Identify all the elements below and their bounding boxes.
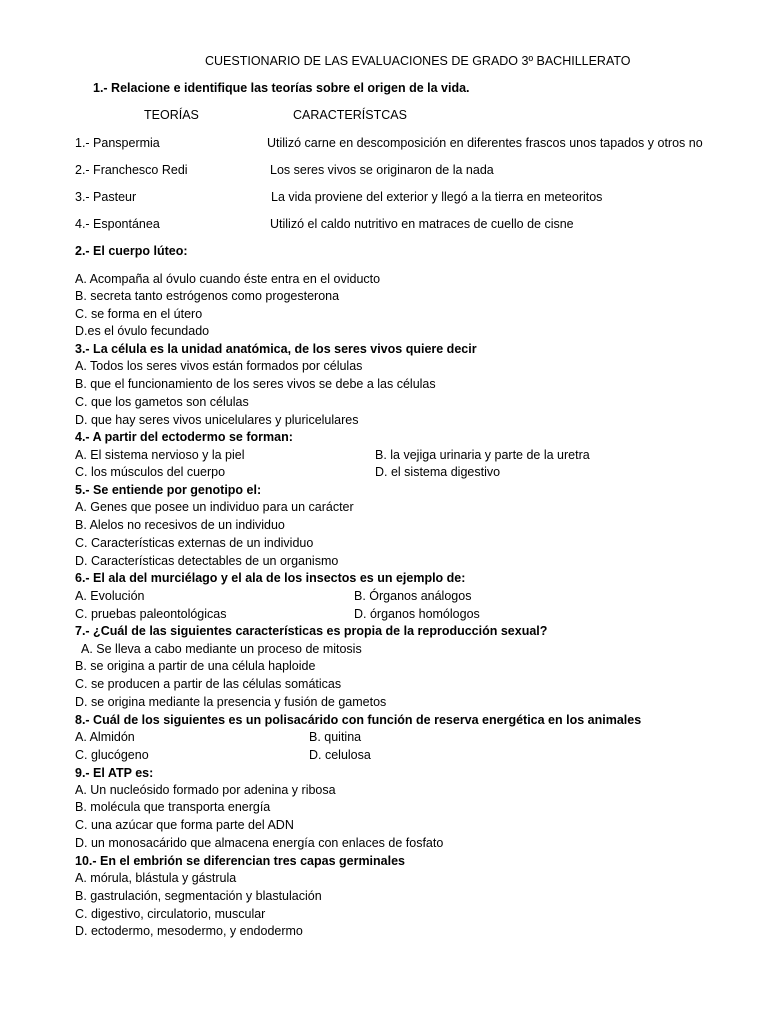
answer-option: B. que el funcionamiento de los seres vivos se debe a las células	[75, 377, 436, 391]
answer-option: D. ectodermo, mesodermo, y endodermo	[75, 924, 303, 938]
question-7-prompt: 7.- ¿Cuál de las siguientes características es propia de la reproducción sexual?	[75, 624, 548, 638]
question-1-prompt: 1.- Relacione e identifique las teorías sobre el origen de la vida.	[93, 81, 470, 95]
theories-column-header: TEORÍAS	[144, 108, 199, 122]
answer-option: B. secreta tanto estrógenos como progesterona	[75, 289, 340, 303]
question-5-prompt: 5.- Se entiende por genotipo el:	[75, 483, 262, 497]
answer-option: D. Características detectables de un organismo	[75, 554, 339, 568]
question-4-prompt: 4.- A partir del ectodermo se forman:	[75, 430, 293, 444]
answer-option: A. mórula, blástula y gástrula	[75, 871, 237, 885]
answer-option: C. pruebas paleontológicas	[75, 607, 227, 621]
answer-option: C. que los gametos son células	[75, 395, 249, 409]
answer-option: A. Se lleva a cabo mediante un proceso de mitosis	[81, 642, 362, 656]
answer-option: B. Órganos análogos	[354, 589, 472, 603]
question-6-prompt: 6.- El ala del murciélago y el ala de los insectos es un ejemplo de:	[75, 571, 466, 585]
answer-option: C. Características externas de un individuo	[75, 536, 314, 550]
answer-option: C. se forma en el útero	[75, 307, 203, 321]
answer-option: B. se origina a partir de una célula haploide	[75, 659, 316, 673]
features-column-header: CARACTERÍSTCAS	[293, 108, 407, 122]
answer-option: D.es el óvulo fecundado	[75, 324, 210, 338]
answer-option: D. se origina mediante la presencia y fusión de gametos	[75, 695, 387, 709]
answer-option: C. los músculos del cuerpo	[75, 465, 226, 479]
document-title: CUESTIONARIO DE LAS EVALUACIONES DE GRADO 3º BACHILLERATO	[205, 54, 631, 68]
answer-option: D. un monosacárido que almacena energía con enlaces de fosfato	[75, 836, 444, 850]
feature-item: La vida proviene del exterior y llegó a la tierra en meteoritos	[271, 190, 603, 204]
question-2-prompt: 2.- El cuerpo lúteo:	[75, 244, 188, 258]
feature-item: Utilizó carne en descomposición en diferentes frascos unos tapados y otros no	[267, 136, 703, 150]
answer-option: C. se producen a partir de las células somáticas	[75, 677, 342, 691]
answer-option: D. órganos homólogos	[354, 607, 480, 621]
answer-option: B. gastrulación, segmentación y blastulación	[75, 889, 322, 903]
answer-option: D. el sistema digestivo	[375, 465, 501, 479]
answer-option: A. El sistema nervioso y la piel	[75, 448, 245, 462]
question-10-prompt: 10.- En el embrión se diferencian tres capas germinales	[75, 854, 405, 868]
question-3-prompt: 3.- La célula es la unidad anatómica, de los seres vivos quiere decir	[75, 342, 477, 356]
theory-item: 2.- Franchesco Redi	[75, 163, 188, 177]
question-8-prompt: 8.- Cuál de los siguientes es un polisacárido con función de reserva energética en los animales	[75, 713, 642, 727]
question-9-prompt: 9.- El ATP es:	[75, 766, 154, 780]
answer-option: A. Un nucleósido formado por adenina y ribosa	[75, 783, 336, 797]
answer-option: B. molécula que transporta energía	[75, 800, 271, 814]
answer-option: C. digestivo, circulatorio, muscular	[75, 907, 266, 921]
answer-option: A. Almidón	[75, 730, 135, 744]
answer-option: B. la vejiga urinaria y parte de la uretra	[375, 448, 590, 462]
answer-option: A. Todos los seres vivos están formados por células	[75, 359, 363, 373]
theory-item: 3.- Pasteur	[75, 190, 137, 204]
theory-item: 4.- Espontánea	[75, 217, 160, 231]
answer-option: A. Genes que posee un individuo para un carácter	[75, 500, 354, 514]
answer-option: B. quitina	[309, 730, 362, 744]
answer-option: C. una azúcar que forma parte del ADN	[75, 818, 294, 832]
answer-option: B. Alelos no recesivos de un individuo	[75, 518, 285, 532]
answer-option: A. Evolución	[75, 589, 145, 603]
feature-item: Los seres vivos se originaron de la nada	[270, 163, 494, 177]
answer-option: D. que hay seres vivos unicelulares y pluricelulares	[75, 413, 359, 427]
answer-option: A. Acompaña al óvulo cuando éste entra en el oviducto	[75, 272, 381, 286]
answer-option: C. glucógeno	[75, 748, 149, 762]
feature-item: Utilizó el caldo nutritivo en matraces de cuello de cisne	[270, 217, 574, 231]
answer-option: D. celulosa	[309, 748, 371, 762]
theory-item: 1.- Panspermia	[75, 136, 160, 150]
